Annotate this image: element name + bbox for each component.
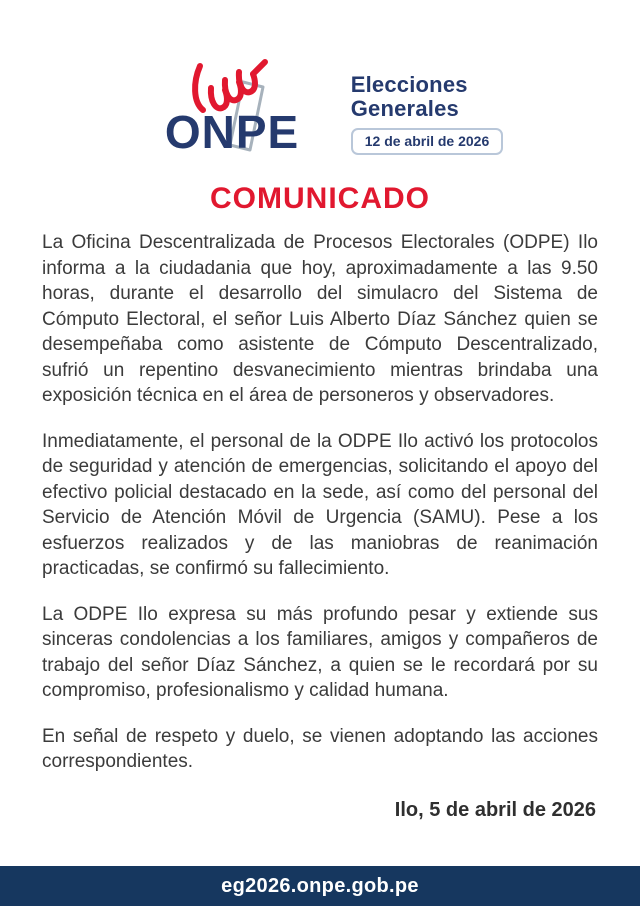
onpe-wordmark: ONPE (164, 106, 299, 156)
paragraph-3: La ODPE Ilo expresa su más profundo pesar y extiende sus sinceras condolencias a los familiares, amigos y compañeros de trabajo del señor Díaz Sánchez, a quien se le recordará por su compromiso, profesionalismo y calidad humana. (42, 603, 598, 701)
paragraph-1: La Oficina Descentralizada de Procesos Electorales (ODPE) Ilo informa a la ciudadania que hoy, aproximadamente a las 9.50 horas, durante el desarrollo del simulacro del Sistema de Cómputo Electoral, el señor Luis Alberto Díaz Sánchez quien se desempeñaba como asistente de Cómputo Descentralizado, sufrió un repentino desvanecimiento mientras brindaba una exposición técnica en el área de personeros y observadores. (42, 232, 598, 406)
paragraph-4: En señal de respeto y duelo, se vienen adoptando las acciones correspondientes. (42, 725, 598, 772)
election-date-badge: 12 de abril de 2026 (351, 128, 504, 155)
paragraph-2: Inmediatamente, el personal de la ODPE Ilo activó los protocolos de seguridad y atención de emergencias, solicitando el apoyo del efectivo policial destacado en la sede, así como del personal del Servicio de Atención Móvil de Urgencia (SAMU). Pese a los esfuerzos realizados y de las maniobras de reanimación practicadas, se confirmó su fallecimiento. (42, 430, 598, 579)
dateline: Ilo, 5 de abril de 2026 (394, 798, 596, 821)
event-title-line2: Generales (350, 95, 459, 121)
hand-ballot-icon (137, 58, 327, 156)
page-title: COMUNICADO (210, 182, 430, 215)
onpe-logo (137, 58, 327, 156)
event-block (350, 71, 504, 155)
footer-url: eg2026.onpe.gob.pe (221, 874, 419, 897)
body-text (42, 230, 598, 795)
header (0, 58, 640, 156)
footer-bar (0, 866, 640, 906)
event-title-line1: Elecciones (350, 71, 468, 97)
